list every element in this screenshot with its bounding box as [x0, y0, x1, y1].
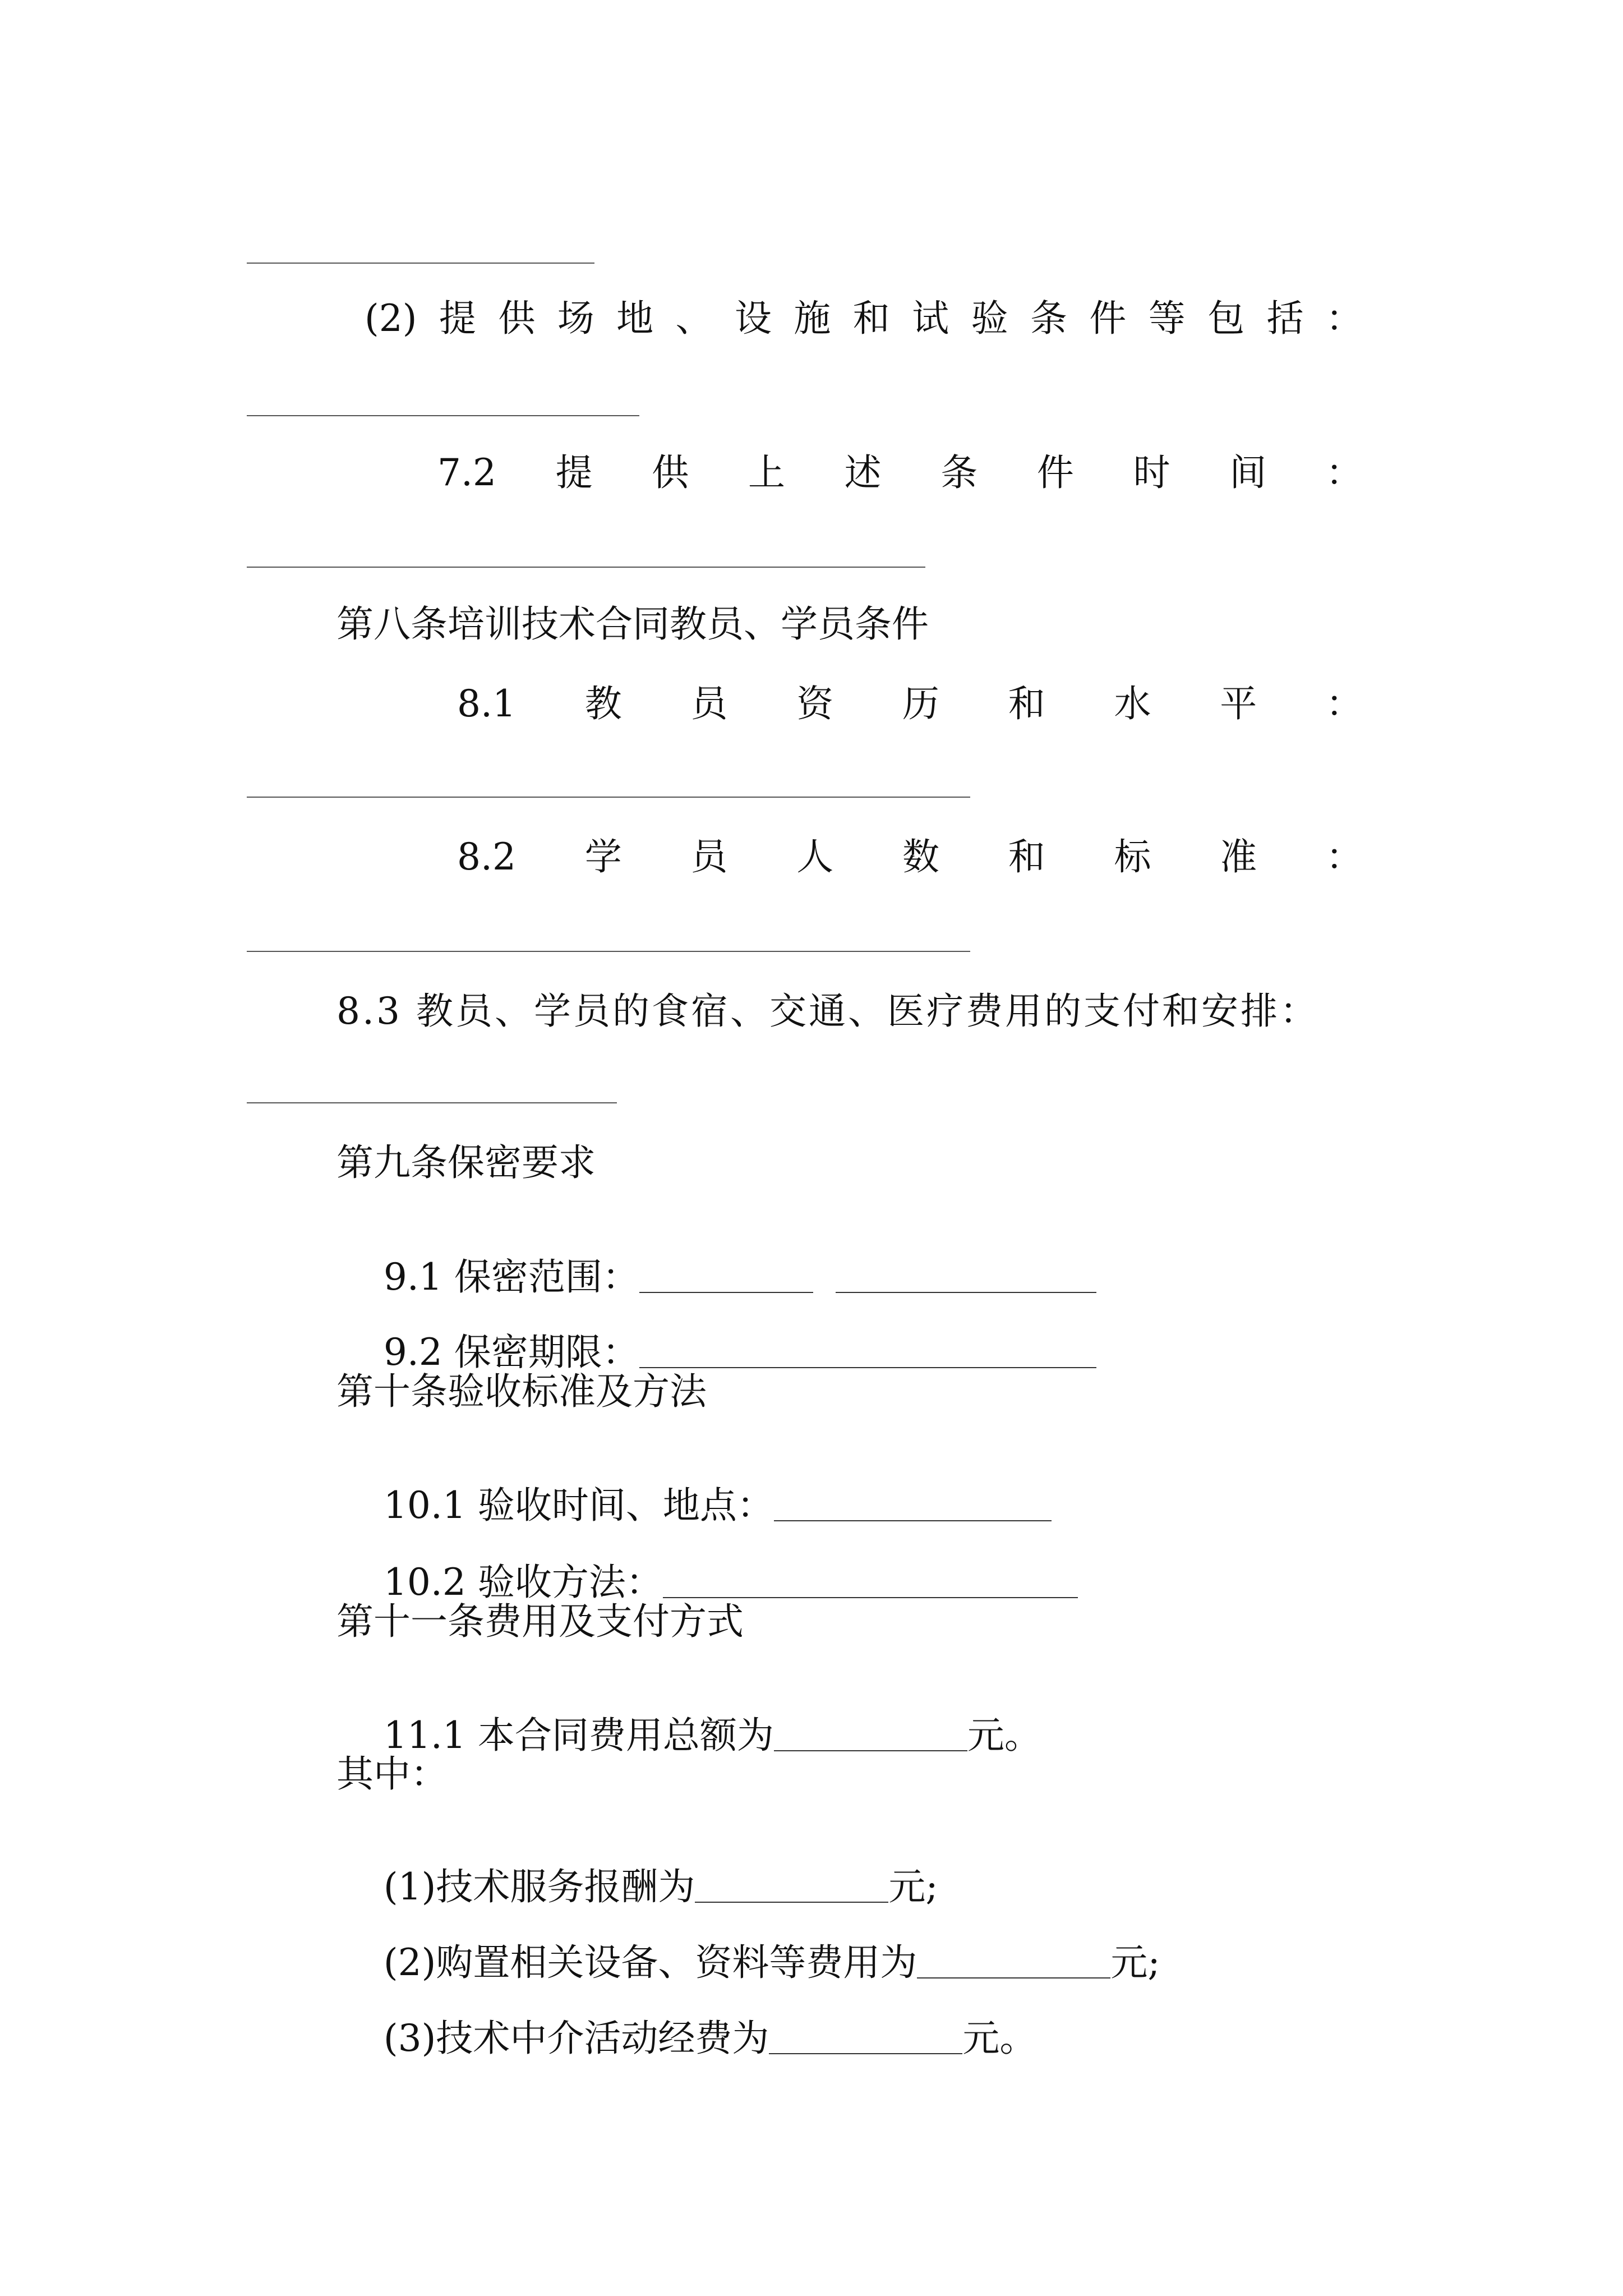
article-8-title: 第八条培训技术合同教员、学员条件 — [336, 602, 929, 646]
sub-item-3-label: (3)技术中介活动经费为 — [383, 2017, 769, 2060]
fill-blank — [639, 1260, 813, 1293]
item-11-1-label: 11.1 本合同费用总额为 — [383, 1714, 774, 1757]
fill-blank-line — [247, 1102, 617, 1103]
spaced-char: 设 — [734, 297, 772, 340]
fill-blank — [663, 1566, 1078, 1598]
spaced-char: 8.2 — [457, 835, 516, 878]
spaced-char: 件 — [1036, 451, 1074, 494]
sub-item-1-unit: 元; — [888, 1865, 938, 1908]
spaced-char: 历 — [902, 682, 939, 725]
spaced-char: 准 — [1220, 835, 1257, 878]
fill-blank-line — [247, 415, 639, 416]
sub-item-3-unit: 元。 — [962, 2017, 1037, 2060]
item-10-2-label: 10.2 验收方法： — [383, 1561, 663, 1604]
spaced-char: 供 — [652, 451, 689, 494]
spaced-char: 标 — [1114, 835, 1151, 878]
spaced-char: 8.1 — [457, 682, 516, 725]
spaced-char: 时 — [1133, 451, 1170, 494]
spaced-char: 和 — [1008, 835, 1045, 878]
item-9-2-label: 9.2 保密期限： — [383, 1331, 639, 1374]
fill-blank — [774, 1719, 967, 1751]
spaced-char: 员 — [690, 682, 728, 725]
spaced-char: 述 — [844, 451, 882, 494]
spaced-char: 施 — [794, 297, 831, 340]
item-8-3: 8.3 教员、学员的食宿、交通、医疗费用的支付和安排： — [336, 990, 1319, 1033]
spaced-char: 包 — [1207, 297, 1245, 340]
spaced-char: 员 — [690, 835, 728, 878]
spaced-char: 试 — [912, 297, 949, 340]
fill-blank — [639, 1336, 1096, 1368]
spaced-char: 数 — [902, 835, 939, 878]
spaced-char: 水 — [1114, 682, 1151, 725]
item-8-2 — [457, 835, 1363, 878]
fill-blank — [695, 1870, 888, 1903]
spaced-char: 7.2 — [437, 451, 496, 494]
spaced-char: ： — [1326, 297, 1363, 340]
fill-blank — [774, 1489, 1052, 1521]
spaced-char: 学 — [584, 835, 622, 878]
spaced-char: (2) — [365, 297, 417, 340]
fill-blank — [769, 2022, 962, 2054]
spaced-char: 、 — [675, 297, 713, 340]
sub-item-3 — [336, 1983, 1036, 2094]
spaced-char: ： — [1325, 835, 1363, 878]
sub-item-1-label: (1)技术服务报酬为 — [383, 1865, 695, 1908]
spaced-char: ： — [1325, 451, 1363, 494]
spaced-char: 平 — [1220, 682, 1257, 725]
spaced-char: 上 — [748, 451, 785, 494]
spaced-char: 间 — [1229, 451, 1267, 494]
fill-blank-line — [247, 567, 925, 568]
spaced-char: 验 — [971, 297, 1008, 340]
spaced-char: 资 — [796, 682, 834, 725]
spaced-char: 等 — [1148, 297, 1186, 340]
fill-blank — [836, 1260, 1096, 1293]
spaced-char: 场 — [557, 297, 594, 340]
item-7-2 — [437, 451, 1363, 494]
item-9-1-label: 9.1 保密范围： — [383, 1255, 639, 1299]
item-7-1-2 — [365, 297, 1363, 340]
spaced-char: 和 — [852, 297, 890, 340]
spaced-char: 和 — [1008, 682, 1045, 725]
spaced-char: 人 — [796, 835, 834, 878]
fill-blank — [917, 1946, 1110, 1978]
item-10-1-label: 10.1 验收时间、地点： — [383, 1484, 774, 1527]
spaced-char: 地 — [616, 297, 654, 340]
sub-item-2-label: (2)购置相关设备、资料等费用为 — [383, 1941, 917, 1984]
spaced-char: 供 — [498, 297, 536, 340]
item-11-1-unit: 元。 — [967, 1714, 1041, 1757]
spaced-char: 件 — [1089, 297, 1127, 340]
spaced-char: 教 — [584, 682, 622, 725]
spaced-char: 提 — [439, 297, 476, 340]
item-8-1 — [457, 682, 1363, 725]
spaced-char: 条 — [940, 451, 978, 494]
fill-blank-line — [247, 263, 594, 264]
spaced-char: 条 — [1030, 297, 1067, 340]
spaced-char: ： — [1325, 682, 1363, 725]
fill-blank-line — [247, 797, 970, 798]
of-which-label: 其中： — [336, 1752, 448, 1796]
article-9-title: 第九条保密要求 — [336, 1141, 596, 1184]
article-10-title: 第十条验收标准及方法 — [336, 1370, 707, 1413]
spaced-char: 提 — [555, 451, 593, 494]
spaced-char: 括 — [1266, 297, 1304, 340]
fill-blank-line — [247, 951, 970, 952]
article-11-title: 第十一条费用及支付方式 — [336, 1600, 744, 1643]
sub-item-2-unit: 元; — [1110, 1941, 1160, 1984]
